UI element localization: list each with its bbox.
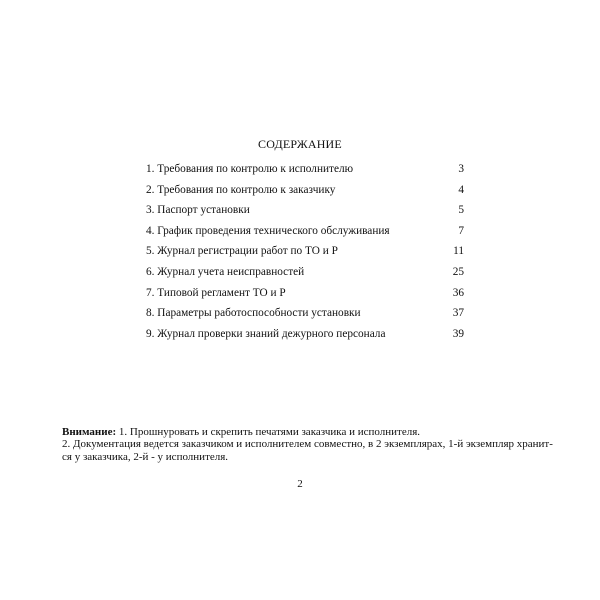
toc-item-title: 4. График проведения технического обслуживания bbox=[146, 224, 390, 237]
toc-item-title: 1. Требования по контролю к исполнителю bbox=[146, 163, 354, 175]
toc-item-page: 3 bbox=[458, 163, 464, 175]
toc-item-page: 25 bbox=[452, 265, 464, 278]
toc-item-title: 5. Журнал регистрации работ по ТО и Р bbox=[146, 245, 338, 258]
attention-note-text-1: 1. Прошнуровать и скрепить печатями заказчика и исполнителя. bbox=[116, 426, 421, 438]
toc-item-6 bbox=[146, 266, 464, 287]
toc-item-title: 7. Типовой регламент ТО и Р bbox=[146, 286, 286, 299]
attention-note-line-2: 2. Документация ведется заказчиком и исполнителем совместно, в 2 экземплярах, 1-й экземпляр хранит- bbox=[62, 438, 553, 451]
toc-item-title: 9. Журнал проверки знаний дежурного персонала bbox=[146, 327, 386, 340]
attention-label: Внимание: bbox=[62, 426, 117, 438]
table-of-contents bbox=[146, 163, 464, 348]
toc-item-3 bbox=[146, 204, 464, 225]
page-number: 2 bbox=[297, 478, 303, 490]
toc-item-9 bbox=[146, 328, 464, 349]
toc-item-title: 2. Требования по контролю к заказчику bbox=[146, 183, 336, 196]
toc-item-7 bbox=[146, 287, 464, 308]
toc-item-page: 7 bbox=[458, 224, 464, 237]
toc-item-8 bbox=[146, 307, 464, 328]
toc-item-page: 11 bbox=[453, 245, 464, 258]
attention-note-line-1 bbox=[62, 426, 556, 438]
toc-item-4 bbox=[146, 225, 464, 246]
attention-note-line-3: ся у заказчика, 2-й - у исполнителя. bbox=[62, 450, 229, 463]
toc-item-title: 3. Паспорт установки bbox=[146, 204, 250, 217]
toc-item-page: 37 bbox=[452, 307, 464, 320]
toc-item-title: 6. Журнал учета неисправностей bbox=[146, 265, 305, 278]
toc-item-title: 8. Параметры работоспособности установки bbox=[146, 307, 361, 320]
toc-item-1 bbox=[146, 163, 464, 184]
toc-item-2 bbox=[146, 184, 464, 205]
toc-item-page: 5 bbox=[458, 204, 464, 217]
toc-item-page: 39 bbox=[452, 327, 464, 340]
attention-note bbox=[62, 426, 556, 463]
toc-item-page: 4 bbox=[458, 183, 464, 196]
toc-item-5 bbox=[146, 245, 464, 266]
toc-title: СОДЕРЖАНИЕ bbox=[258, 137, 342, 151]
toc-item-page: 36 bbox=[452, 286, 464, 299]
